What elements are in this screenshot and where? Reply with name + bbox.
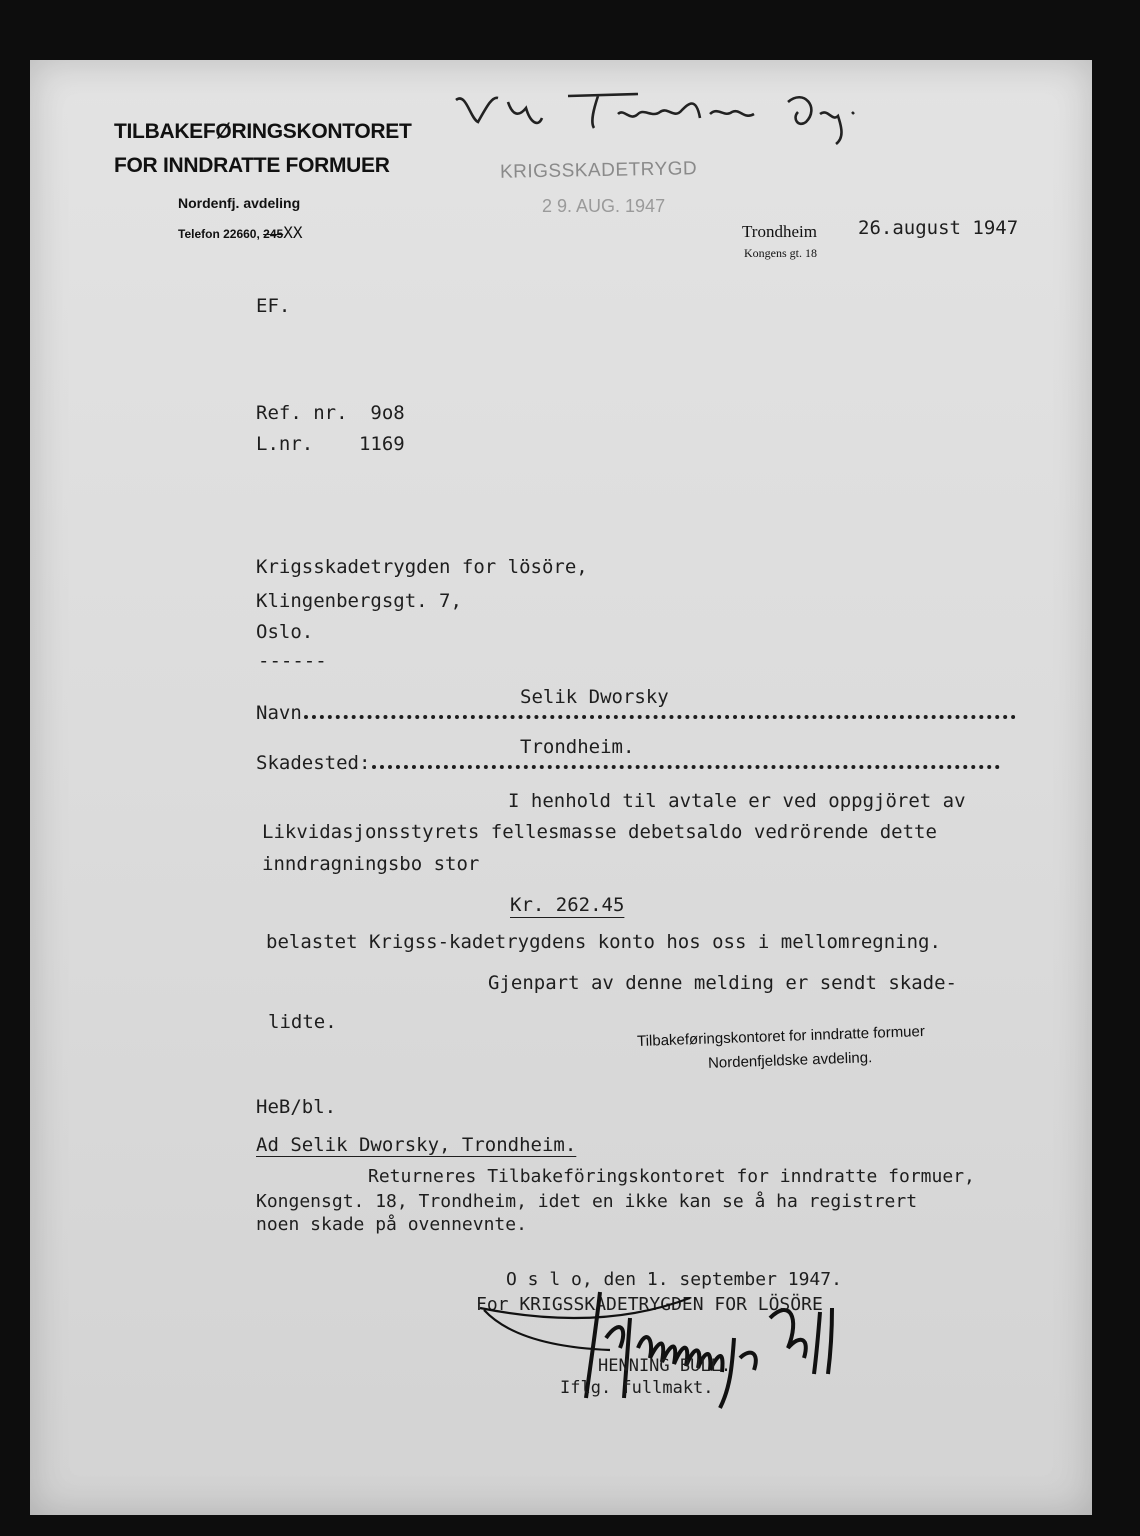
reply-for-line: For KRIGSSKADETRYGDEN FOR LÖSÖRE [476,1294,823,1315]
received-stamp-date: 2 9. AUG. 1947 [542,196,666,216]
place-city: Trondheim [742,222,817,241]
site-value: Trondheim. [520,736,635,758]
letterhead-phone [178,223,302,242]
name-label: Navn [256,702,302,724]
phone-xx: XX [283,223,303,242]
received-stamp-org: KRIGSSKADETRYGD [499,158,698,183]
letter-date: 26.august 1947 [858,217,1019,239]
name-field [256,702,1016,724]
letterhead-department: Nordenfj. avdeling [178,195,301,211]
name-value: Selik Dworsky [520,686,669,708]
body-line-2: Likvidasjonsstyrets fellesmasse debetsaldo vedrörende dette [262,821,937,843]
recipient-line-1: Krigsskadetrygden for lösöre, [256,556,588,578]
reference-number: Ref. nr. 9o8 [256,402,405,424]
body-line-6: lidte. [268,1011,337,1033]
letter-page [30,60,1092,1515]
letterhead-org-line2: FOR INNDRATTE FORMUER [114,154,390,177]
ef-marker: EF. [256,295,291,317]
name-dotted-line [304,715,1016,719]
phone-struck: 245 [263,227,284,241]
signatory-name: HENNING BULL. [598,1356,732,1376]
body-line-5: Gjenpart av denne melding er sendt skade- [488,972,957,994]
site-label: Skadested: [256,752,371,774]
amount: Kr. 262.45 [510,894,625,916]
separator: ------ [258,650,327,672]
recipient-line-3: Oslo. [256,621,314,643]
reply-line-1: Returneres Tilbakeföringskontoret for inndratte formuer, [368,1166,975,1187]
site-field [256,752,1000,774]
site-dotted-line [372,765,1000,769]
body-line-1: I henhold til avtale er ved oppgjöret av [508,790,966,812]
phone-label: Telefon 22660, [178,227,260,241]
signatory-authority: Iflg. fullmakt. [560,1378,714,1398]
initials: HeB/bl. [256,1096,337,1118]
handwritten-signature [470,1278,930,1428]
place-address: Kongens gt. 18 [744,246,817,260]
body-line-3: inndragningsbo stor [262,853,480,875]
reply-line-2: Kongensgt. 18, Trondheim, idet en ikke kan se å ha registrert [256,1191,918,1212]
office-stamp-line-2: Nordenfjeldske avdeling. [707,1049,873,1072]
reply-place-date: O s l o, den 1. september 1947. [506,1269,842,1290]
recipient-line-2: Klingenbergsgt. 7, [256,590,462,612]
letterhead-org-line1: TILBAKEFØRINGSKONTORET [114,120,412,143]
reply-heading: Ad Selik Dworsky, Trondheim. [256,1134,577,1156]
letter-number: L.nr. 1169 [256,433,405,455]
reply-line-3: noen skade på ovennevnte. [256,1214,527,1235]
handwritten-note [448,78,878,148]
office-stamp-line-1: Tilbakeføringskontoret for inndratte formuer [636,1022,926,1051]
body-line-4: belastet Krigss-kadetrygdens konto hos oss i mellomregning. [266,931,941,953]
